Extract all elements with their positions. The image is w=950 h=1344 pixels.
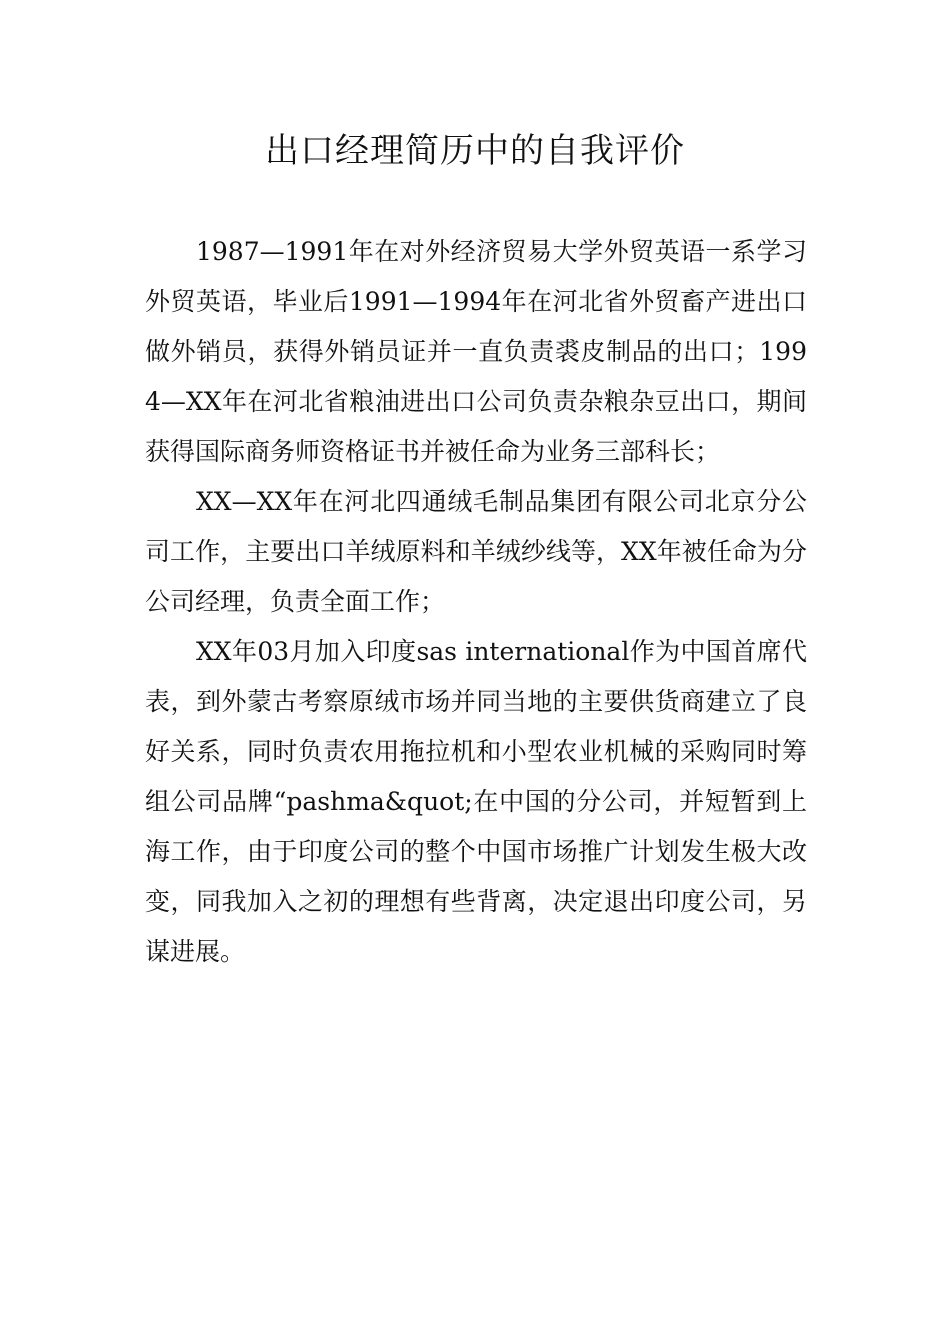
paragraph-education-early-career: 1987—1991年在对外经济贸易大学外贸英语一系学习外贸英语，毕业后1991—1994年在河北省外贸畜产进出口做外销员，获得外销员证并一直负责裘皮制品的出口；1994—XX年在河北省粮油进出口公司负责杂粮杂豆出口，期间获得国际商务师资格证书并被任命为业务三部科长； — [145, 237, 807, 466]
document-title: 出口经理简历中的自我评价 — [265, 131, 685, 171]
paragraph-sitong-branch: XX—XX年在河北四通绒毛制品集团有限公司北京分公司工作，主要出口羊绒原料和羊绒纱线等，XX年被任命为分公司经理，负责全面工作； — [145, 487, 807, 616]
document-body — [145, 227, 807, 977]
paragraph-india-sas: XX年03月加入印度sas international作为中国首席代表，到外蒙古考察原绒市场并同当地的主要供货商建立了良好关系，同时负责农用拖拉机和小型农业机械的采购同时筹组公司品牌“pashma&quot;在中国的分公司，并短暂到上海工作，由于印度公司的整个中国市场推广计划发生极大改变，同我加入之初的理想有些背离，决定退出印度公司，另谋进展。 — [145, 637, 807, 966]
